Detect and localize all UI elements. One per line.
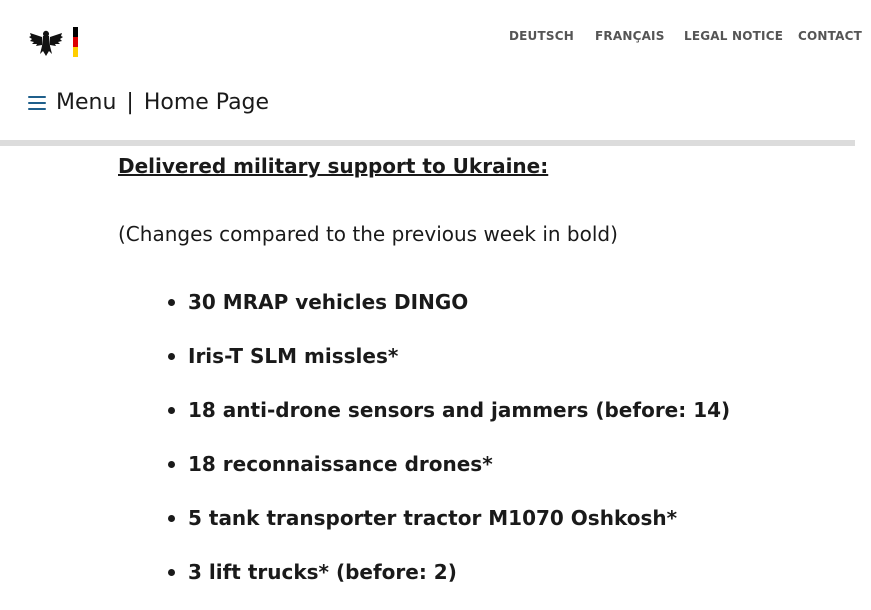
site-header	[0, 0, 862, 140]
list-item: 18 anti-drone sensors and jammers (before: 14)	[168, 394, 838, 426]
changes-note: (Changes compared to the previous week in bold)	[118, 222, 618, 246]
nav-link-deutsch[interactable]: DEUTSCH	[509, 29, 574, 43]
list-item: 30 MRAP vehicles DINGO	[168, 286, 838, 318]
menu-button[interactable]: Menu	[56, 90, 117, 115]
hamburger-menu-icon[interactable]	[28, 96, 46, 110]
breadcrumb-separator: |	[126, 90, 134, 115]
federal-eagle-flag-icon[interactable]	[29, 24, 81, 60]
menu-bar	[28, 90, 269, 115]
nav-link-contact[interactable]: CONTACT	[798, 29, 862, 43]
list-item: 3 lift trucks* (before: 2)	[168, 556, 838, 588]
support-list	[118, 286, 838, 588]
header-divider	[0, 140, 855, 146]
breadcrumb-home-page[interactable]: Home Page	[143, 90, 270, 115]
nav-link-legal-notice[interactable]: LEGAL NOTICE	[684, 29, 784, 43]
list-item: 5 tank transporter tractor M1070 Oshkosh*	[168, 502, 838, 534]
list-item: Iris-T SLM missles*	[168, 340, 838, 372]
section-title: Delivered military support to Ukraine:	[118, 154, 549, 178]
main-content	[118, 150, 838, 610]
list-item: 18 reconnaissance drones*	[168, 448, 838, 480]
nav-link-francais[interactable]: FRANÇAIS	[595, 29, 665, 43]
